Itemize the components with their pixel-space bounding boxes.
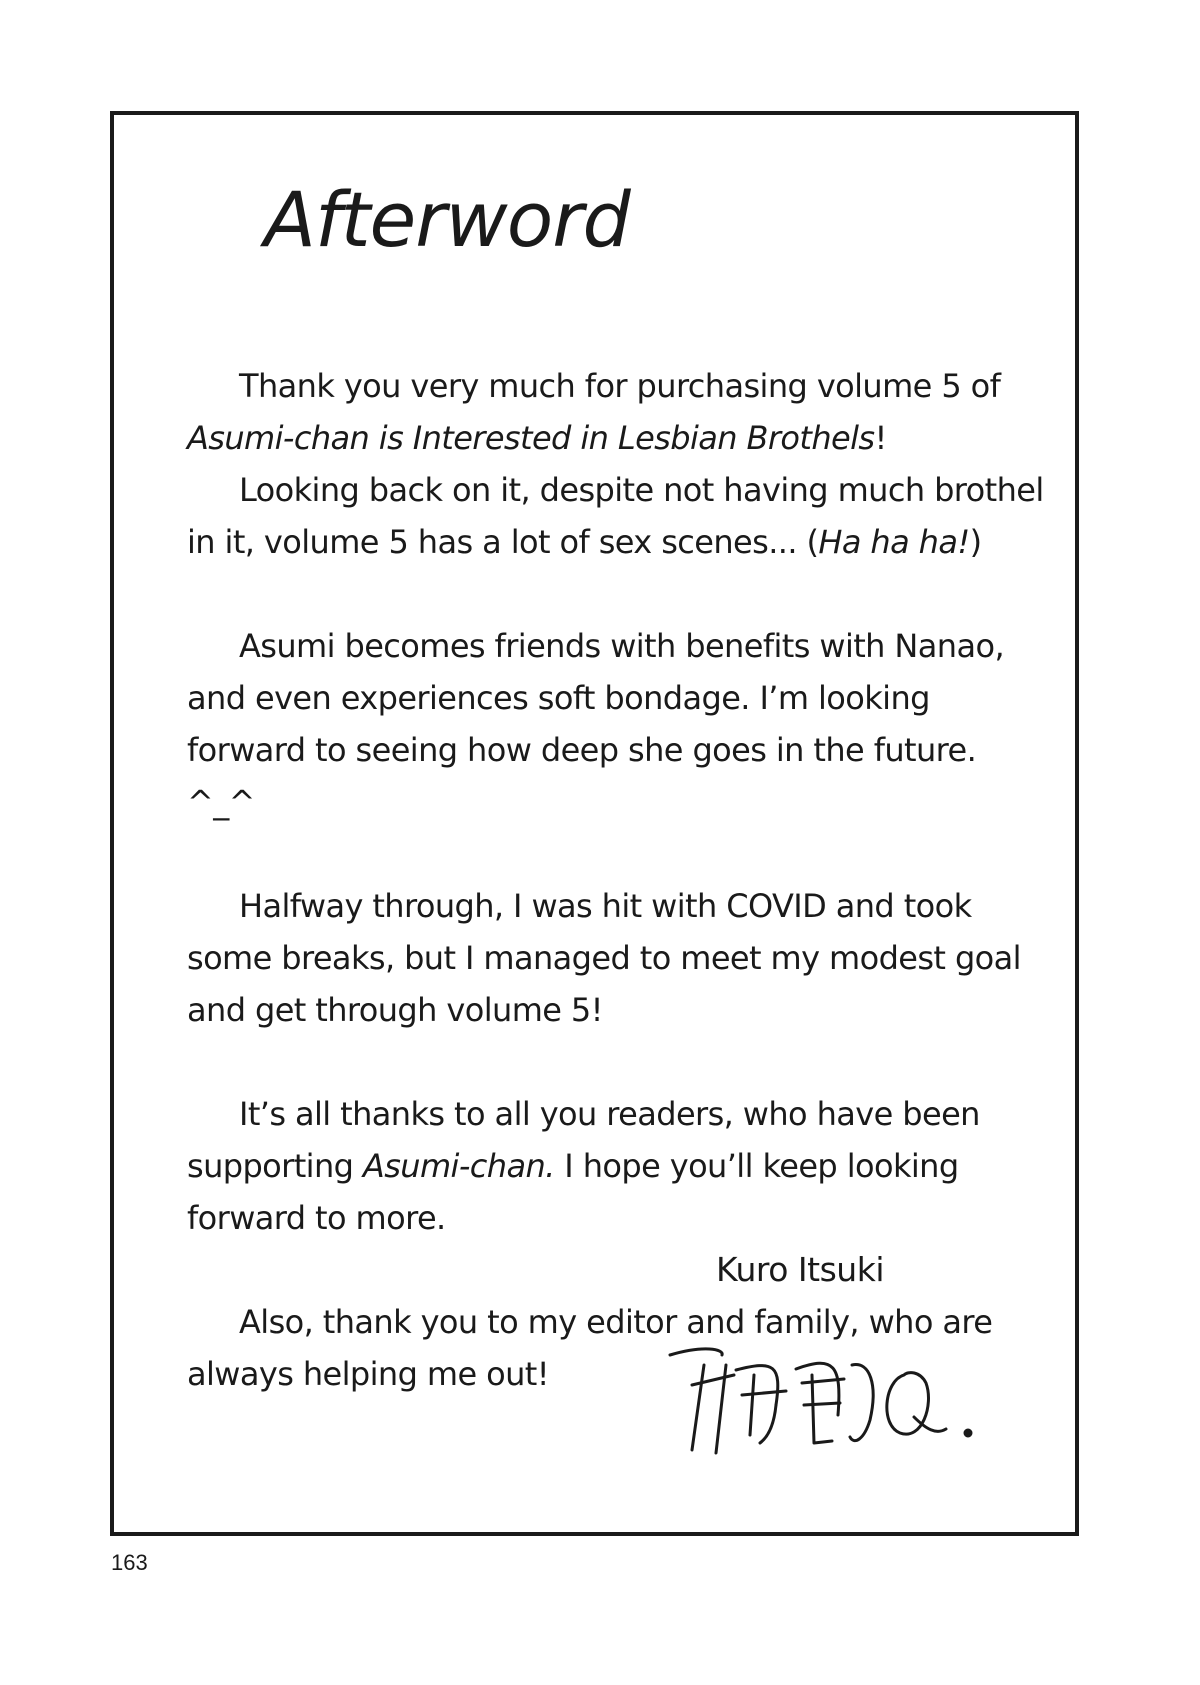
paragraph-line: forward to more. — [187, 1199, 446, 1237]
paragraph-2 — [187, 620, 1047, 828]
afterword-body — [187, 360, 1047, 1400]
paragraph-line: in it, volume 5 has a lot of sex scenes... (Ha ha ha!) — [187, 523, 982, 561]
author-name: Kuro Itsuki — [716, 1250, 884, 1289]
paragraph-line: and get through volume 5! — [187, 991, 603, 1029]
paragraph-line: and even experiences soft bondage. I’m looking — [187, 679, 930, 717]
paragraph-1 — [187, 360, 1047, 568]
paragraph-line: Thank you very much for purchasing volume 5 of — [239, 367, 1001, 405]
page-title: Afterword — [264, 175, 630, 264]
paragraph-line: Looking back on it, despite not having much brothel — [239, 471, 1044, 509]
paragraph-line: supporting Asumi-chan. I hope you’ll keep looking — [187, 1147, 959, 1185]
paragraph-line: Also, thank you to my editor and family, who are — [239, 1303, 993, 1341]
paragraph-4 — [187, 1088, 1047, 1244]
paragraph-line: Asumi-chan is Interested in Lesbian Brothels! — [187, 419, 887, 457]
signature-image — [664, 1325, 984, 1455]
paragraph-line: forward to seeing how deep she goes in the future. ^_^ — [187, 731, 977, 821]
paragraph-line: always helping me out! — [187, 1355, 549, 1393]
paragraph-3 — [187, 880, 1047, 1036]
page-number: 163 — [111, 1550, 148, 1575]
paragraph-line: some breaks, but I managed to meet my modest goal — [187, 939, 1021, 977]
paragraph-line: It’s all thanks to all you readers, who have been — [239, 1095, 980, 1133]
paragraph-line: Asumi becomes friends with benefits with Nanao, — [239, 627, 1005, 665]
short-title: Asumi-chan. — [362, 1147, 555, 1185]
laugh-text: Ha ha ha! — [818, 523, 970, 561]
paragraph-line: Halfway through, I was hit with COVID and took — [239, 887, 972, 925]
book-title: Asumi-chan is Interested in Lesbian Brothels — [187, 419, 875, 457]
